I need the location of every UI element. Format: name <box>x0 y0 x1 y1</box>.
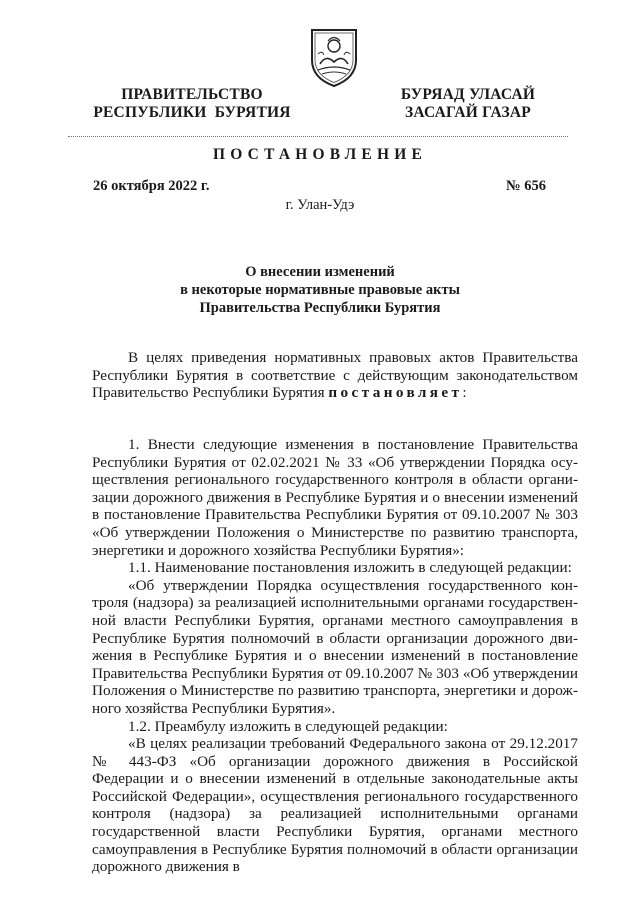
subject-line1: О внесении изменений <box>245 264 395 280</box>
subject-line2: в некоторые нормативные правовые акты <box>180 282 460 298</box>
preamble-keyword: постановляет <box>328 384 463 402</box>
preamble-text: В целях приведения нормативных правовых актов Правительства Республики Бурятия в соответствие с действующим законодательством Правительство Республики Бурятия <box>92 349 578 402</box>
body-paragraph-1: 1. Внести следующие изменения в постановление Правительства Республики Бурятия от 02.02.2021 № 33 «Об утверждении Порядка осуществления регионального государственного контроля в области организации дорожного движения в Республике Бурятия и о внесении изменений в постановление Правительства Республики Бурятия от 09.10.2007 № 303 «Об утверждении Положения о Министерстве по развитию транспорта, энергетики и дорожного хозяйства Республики Бурятия»: <box>92 436 578 559</box>
coat-of-arms-emblem <box>306 24 362 88</box>
document-body <box>92 436 578 876</box>
body-paragraph-3: «Об утверждении Порядка осуществления государственного контроля (надзора) за реализацией исполнительными органами государственной власти Республики Бурятия, органами местного самоуправления в Республике Бурятия полномочий в области организации дорожного движения в Республике Бурятия и о внесении изменений в постановление Правительства Республики Бурятия от 09.10.2007 № 303 «Об утверждении Положения о Министерстве по развитию транспорта, энергетики и дорожного хозяйства Республики Бурятия». <box>92 576 578 717</box>
document-city: г. Улан-Удэ <box>285 197 355 213</box>
body-paragraph-2: 1.1. Наименование постановления изложить в следующей редакции: <box>128 559 572 577</box>
preamble <box>92 349 578 402</box>
header-right-line1: БУРЯАД УЛАСАЙ <box>400 86 536 103</box>
header-left-line2: РЕСПУБЛИКИ БУРЯТИЯ <box>93 104 291 121</box>
subject-line3: Правительства Республики Бурятия <box>199 300 441 316</box>
header-right-line2: ЗАСАГАЙ ГАЗАР <box>405 104 531 121</box>
document-date: 26 октября 2022 г. <box>93 178 210 194</box>
preamble-end: : <box>462 384 467 402</box>
header-left-line1: ПРАВИТЕЛЬСТВО <box>121 86 263 103</box>
preamble-paragraph <box>92 349 578 402</box>
body-paragraph-5: «В целях реализации требований Федерального закона от 29.12.2017 № 443-ФЗ «Об организации дорожного движения в Российской Федерации и о внесении изменений в отдельные законодательные акты Российской Федерации», осуществления регионального государственного контроля (надзора) за реализацией исполнительными органами государственной власти Республики Бурятия, органами местного самоуправления в Республике Бурятия полномочий в области организации дорожного движения в <box>92 735 578 876</box>
document-type-title: ПОСТАНОВЛЕНИЕ <box>212 146 428 163</box>
header-left <box>80 86 304 122</box>
document-number: № 656 <box>506 178 546 194</box>
header-right <box>380 86 556 122</box>
body-paragraph-4: 1.2. Преамбулу изложить в следующей редакции: <box>128 717 448 735</box>
document-subject <box>120 263 520 317</box>
header-divider <box>68 136 568 137</box>
